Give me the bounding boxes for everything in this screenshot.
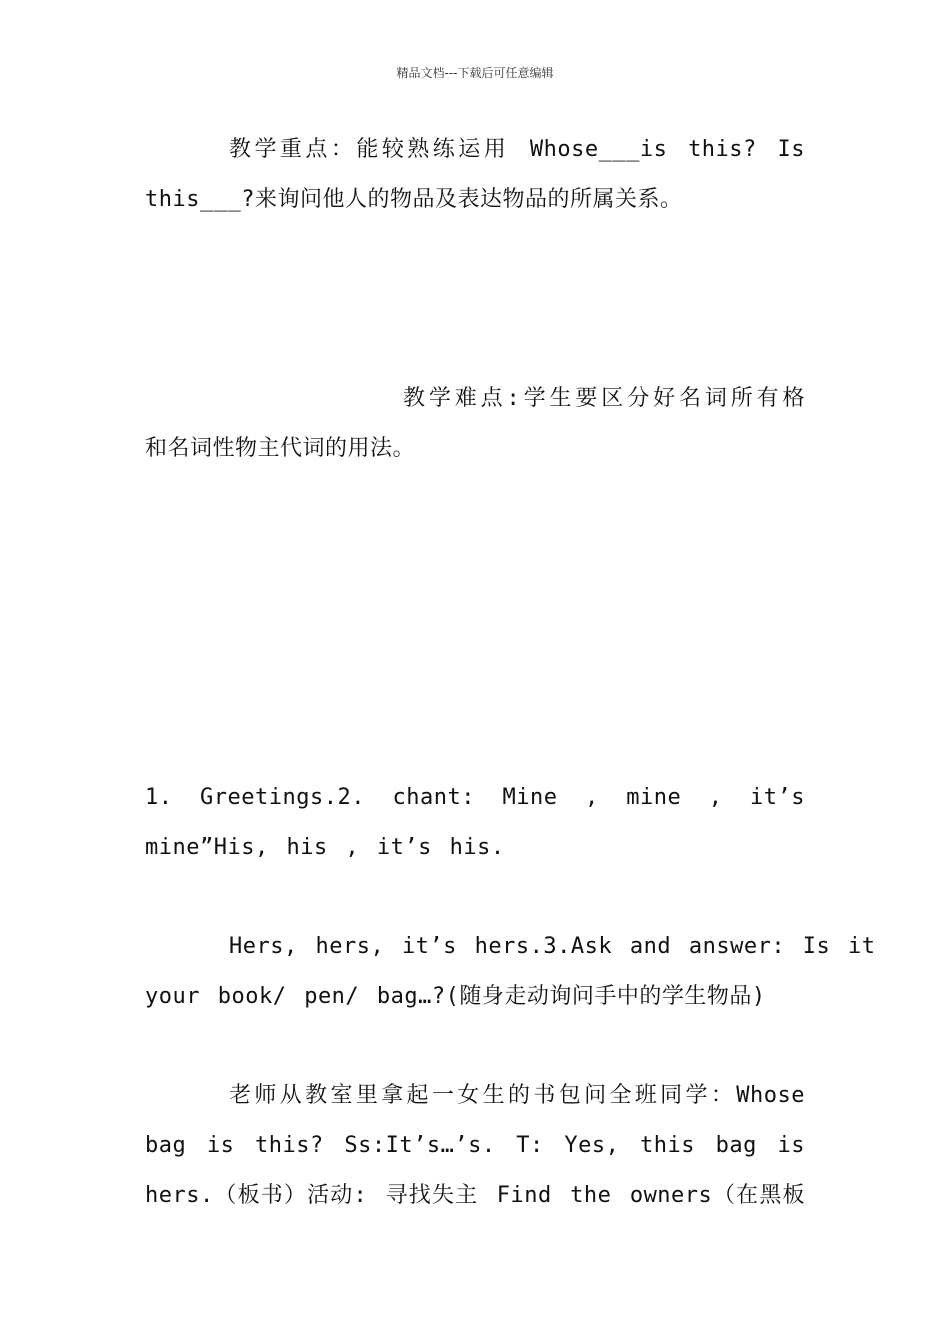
- key-points-paragraph: [145, 125, 805, 225]
- paragraph-line: 教学重点：能较熟练运用 Whose___is this? Is: [229, 137, 805, 162]
- paragraph-line: 和名词性物主代词的用法。: [145, 436, 416, 461]
- difficult-points-paragraph: [145, 374, 805, 474]
- ask-and-answer-paragraph: [145, 922, 876, 1022]
- paragraph-line: 教学难点:学生要区分好名词所有格: [403, 386, 805, 411]
- paragraph-line: this___?来询问他人的物品及表达物品的所属关系。: [145, 187, 683, 212]
- paragraph-line: 1. Greetings.2. chant: Mine , mine , it’s: [145, 785, 805, 810]
- paragraph-line: mine”His, his , it’s his.: [145, 835, 505, 860]
- paragraph-line: Hers, hers, it’s hers.3.Ask and answer: Is it: [229, 934, 876, 959]
- paragraph-line: 老师从教室里拿起一女生的书包问全班同学：Whose: [229, 1083, 805, 1108]
- paragraph-line: hers.（板书）活动: 寻找失主 Find the owners（在黑板: [145, 1183, 805, 1208]
- find-owners-paragraph: [145, 1071, 805, 1221]
- greetings-chant-paragraph: [145, 773, 805, 873]
- paragraph-line: bag is this? Ss:It’s…’s. T: Yes, this bag is: [145, 1133, 805, 1158]
- page-header: 精品文档---下载后可任意编辑: [396, 66, 554, 80]
- paragraph-line: your book/ pen/ bag…?(随身走动询问手中的学生物品): [145, 984, 766, 1009]
